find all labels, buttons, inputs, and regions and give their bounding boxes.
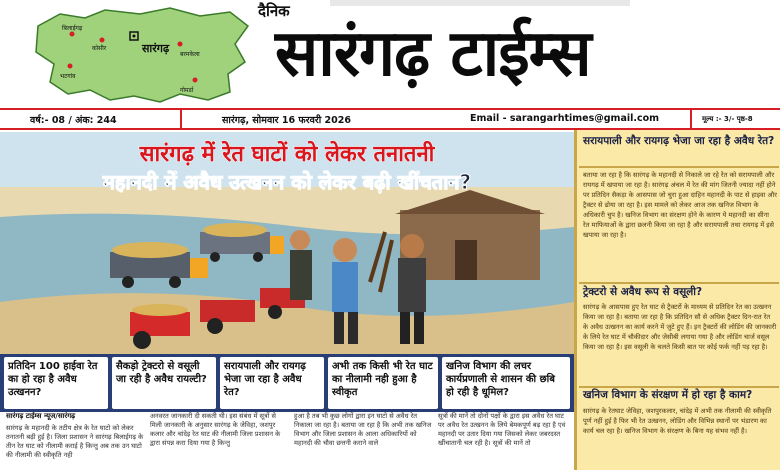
deck-box: अभी तक किसी भी रेत घाट का नीलामी नही हुआ है स्वीकृत bbox=[328, 357, 438, 409]
person-figure bbox=[290, 230, 312, 300]
sidebar-heading: खनिज विभाग के संरक्षण में हो रहा है काम? bbox=[583, 389, 753, 401]
divider bbox=[180, 110, 182, 128]
column-text: सूत्रों की मानें तो दोनों पक्षों के द्वारा इस अवैध रेत घाट पर अवैध रेत उत्खनन के लिये बेमकपूर्ण बढ़ रहा है एवं महानदी पर उतार दिया गया जिसको लेकर जबरदस्त खींचातानी चल रही है। सूत्रों की मानें तो bbox=[438, 412, 566, 447]
map-label: गोमर्डा bbox=[180, 87, 194, 94]
masthead bbox=[0, 0, 780, 108]
newspaper-title: सारंगढ़ टाईम्स bbox=[275, 17, 591, 91]
dainik-label: दैनिक bbox=[258, 2, 290, 20]
column-text: सारंगढ़ के महानदी के तटीय क्षेत्र के रेत घाटो को लेकर तनातनी बढ़ी हुई है। जिला प्रशासन ने सारंगढ़ बिलाईगढ़ के तीन रेत घाट को नीलामी कराई है किन्तु अब तक उन घाटो की नीलामी की स्वीकृति नही bbox=[6, 424, 144, 459]
hero-subheadline: महानदी में अवैध उत्खनन को लेकर बढ़ी खींचतान? bbox=[102, 170, 472, 194]
column-text: अनवरत जानकारी दी सकती थी। इस संबंध में सूत्रों से मिली जानकारी के अनुसार सारंगढ़ के जेविहा, जशपुर कलार और चांदेइ रेत घाट की नीलामी जिला प्रशासन के द्वारा संपन्न करा दिया गया है किन्तु bbox=[150, 412, 281, 447]
district-map bbox=[30, 4, 255, 104]
divider bbox=[579, 166, 779, 168]
sidebar-heading: ट्रेक्टरो से अवैध रूप से वसूली? bbox=[583, 286, 703, 298]
deck-box: सरायपाली और रायगढ़ भेजा जा रहा है अवैध रेत? bbox=[220, 357, 324, 409]
map-label-main: सारंगढ़ bbox=[142, 42, 170, 55]
map-label: कोसीर bbox=[92, 45, 107, 52]
sidebar-paragraph: बताया जा रहा है कि सारंगढ़ के महानदी से निकाले जा रहे रेत को सरायपाली और रायगढ़ में खपाया जा रहा है। सारंगढ़ अंचल में रेत की मांग जितनी ज्यादा नहीं होने पर प्रतिदिन सैकड़ा के आसपास जो चुरा हुआ दाहिन महानदी के पाट से हाइवा और ट्रैक्टर से ढोया जा रहा है। इस मामले को लेकर आज तक खनिज विभाग के अधिकारी चुप है। खनिज विभाग का संरक्षण होने के कारण ये महानदी का सीना रेत माफियाओं के द्वारा छलनी किया जा रहा है और सरायपाली तथा रायगढ़ में इसे खपाया जा रहा है। bbox=[583, 171, 777, 239]
divider bbox=[579, 282, 779, 284]
deck-box: सैकड़ो ट्रेक्टरो से वसूली जा रही है अवैध रायल्टी? bbox=[112, 357, 216, 409]
place-date: सारंगढ़, सोमवार 16 फरवरी 2026 bbox=[222, 115, 351, 126]
hero-headline: सारंगढ़ में रेत घाटों को लेकर तनातनी bbox=[139, 142, 435, 167]
article-column bbox=[294, 412, 432, 470]
edition-number: वर्ष:- 08 / अंक: 244 bbox=[30, 115, 117, 126]
sidebar-heading: सरायपाली और रायगढ़ भेजा जा रहा है अवैध रेत? bbox=[583, 135, 775, 147]
map-label: भटगांव bbox=[60, 73, 76, 80]
column-text: हुआ है तब भी कुछ लोगों द्वारा इन घाटो से अवैध रेत निकाला जा रहा है। बताया जा रहा है कि अभी तक खनिज विभाग और जिला प्रशासन के आला अधिकारियों को महानदी की चौवा छत्तनी कराने वाले bbox=[294, 412, 432, 447]
sidebar-paragraph: सारंगढ़ के रेतघाट जेविहा, जशपुरकलार, चांदेइ में अभी तक नीलामी की स्वीकृति पूर्ण नहीं हुई है फिर भी रेत उत्खनन, लोडिंग और विभिन्न स्थानों पर भंडारण का कार्य चल रहा है। खनिज विभाग के संरक्षण के बिना यह संभव नहीं है। bbox=[583, 407, 772, 435]
map-label: बिलाईगढ़ bbox=[62, 25, 83, 32]
email-address: Email - sarangarhtimes@gmail.com bbox=[470, 113, 660, 124]
article-column bbox=[150, 412, 288, 470]
article-column bbox=[438, 412, 572, 470]
map-label: बरमकेला bbox=[180, 51, 200, 58]
divider bbox=[690, 110, 692, 128]
deck-box: प्रतिदिन 100 हाईवा रेत का हो रहा है अवैध उत्खनन? bbox=[4, 357, 108, 409]
byline: सारंगढ़ टाईम्स न्यूज/सारंगढ़ bbox=[6, 412, 76, 420]
price-pages: मूल्य :- 3/- पृष्ठ-8 bbox=[702, 115, 753, 123]
article-body bbox=[0, 412, 574, 470]
info-bar bbox=[0, 108, 780, 130]
sidebar bbox=[574, 130, 780, 470]
sidebar-paragraph: सारंगढ़ के आसपास हुए रेत घाट से ट्रैक्टरों के माध्यम से प्रतिदिन रेत का उत्खनन किया जा रहा है। बताया जा रहा है कि प्रतिदिन सौ से अधिक ट्रैक्टर दिन-रात रेत के अवैध उत्खनन का कार्य करने में जुटे हुए हैं। इन ट्रैक्टरों की लोडिंग की जानकारी के लिये रेत घाट में चौकीदार और जेसीबी लगाया गया है और लोडिंग चार्ज वसूल किया जा रहा है। इस वसूली के चलते किसी बात पर कोई फर्क नहीं पड़ रहा है। bbox=[583, 303, 777, 351]
deck-box: खनिज विभाग की लचर कार्यप्रणाली से शासन की छबि हो रही है धूमिल? bbox=[442, 357, 570, 409]
deck-strip bbox=[0, 354, 574, 412]
hero-illustration bbox=[0, 132, 574, 354]
article-column bbox=[6, 412, 144, 470]
